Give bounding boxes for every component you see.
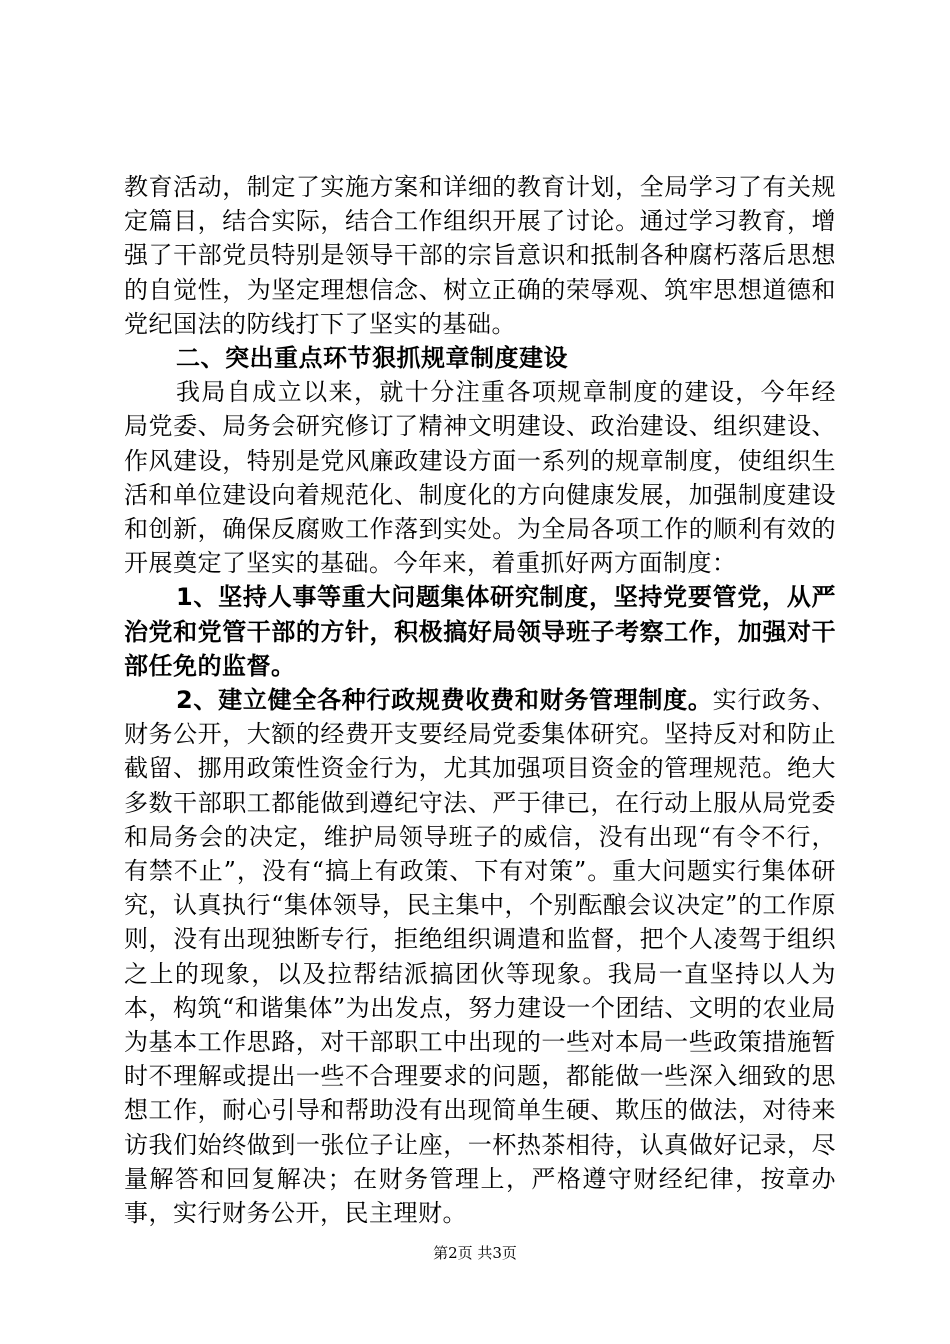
list-item-2-body: 实行政务、财务公开，大额的经费开支要经局党委集体研究。坚持反对和防止截留、挪用政策性资金行为，尤其加强项目资金的管理规范。绝大多数干部职工都能做到遵纪守法、严于律已，在行动上服从局党委和局务会的决定，维护局领导班子的威信，没有出现“有令不行，有禁不止”，没有“搞上有政策、下有对策”。重大问题实行集体研究，认真执行“集体领导，民主集中，个别酝酿会议决定”的工作原则，没有出现独断专行，拒绝组织调遣和监督，把个人凌驾于组织之上的现象，以及拉帮结派搞团伙等现象。我局一直坚持以人为本，构筑“和谐集体”为出发点，努力建设一个团结、文明的农业局为基本工作思路，对干部职工中出现的一些对本局一些政策措施暂时不理解或提出一些不合理要求的问题，都能做一些深入细致的思想工作，耐心引导和帮助没有出现简单生硬、欺压的做法，对待来访我们始终做到一张位子让座，一杯热茶相待，认真做好记录，尽量解答和回复解决；在财务管理上，严格遵守财经纪律，按章办事，实行财务公开，民主理财。: [124, 686, 837, 1228]
list-item-2-title: 2、建立健全各种行政规费收费和财务管理制度。: [176, 686, 713, 715]
list-item-2: [124, 683, 836, 1230]
paragraph-education-activity: 教育活动，制定了实施方案和详细的教育计划，全局学习了有关规定篇目，结合实际，结合工作组织开展了讨论。通过学习教育，增强了干部党员特别是领导干部的宗旨意识和抵制各种腐朽落后思想的自觉性，为坚定理想信念、树立正确的荣辱观、筑牢思想道德和党纪国法的防线打下了坚实的基础。: [124, 173, 836, 338]
list-item-1: 1、坚持人事等重大问题集体研究制度，坚持党要管党，从严治党和党管干部的方针，积极搞好局领导班子考察工作，加强对干部任免的监督。: [124, 583, 836, 680]
document-body: [124, 170, 836, 1230]
page-footer: 第2页 共3页: [433, 1244, 517, 1262]
paragraph-regulations: 我局自成立以来，就十分注重各项规章制度的建设，今年经局党委、局务会研究修订了精神文明建设、政治建设、组织建设、作风建设，特别是党风廉政建设方面一系列的规章制度，使组织生活和单位建设向着规范化、制度化的方向健康发展，加强制度建设和创新，确保反腐败工作落到实处。为全局各项工作的顺利有效的开展奠定了坚实的基础。今年来，着重抓好两方面制度：: [124, 378, 836, 578]
section-heading-2: 二、突出重点环节狠抓规章制度建设: [176, 344, 568, 373]
